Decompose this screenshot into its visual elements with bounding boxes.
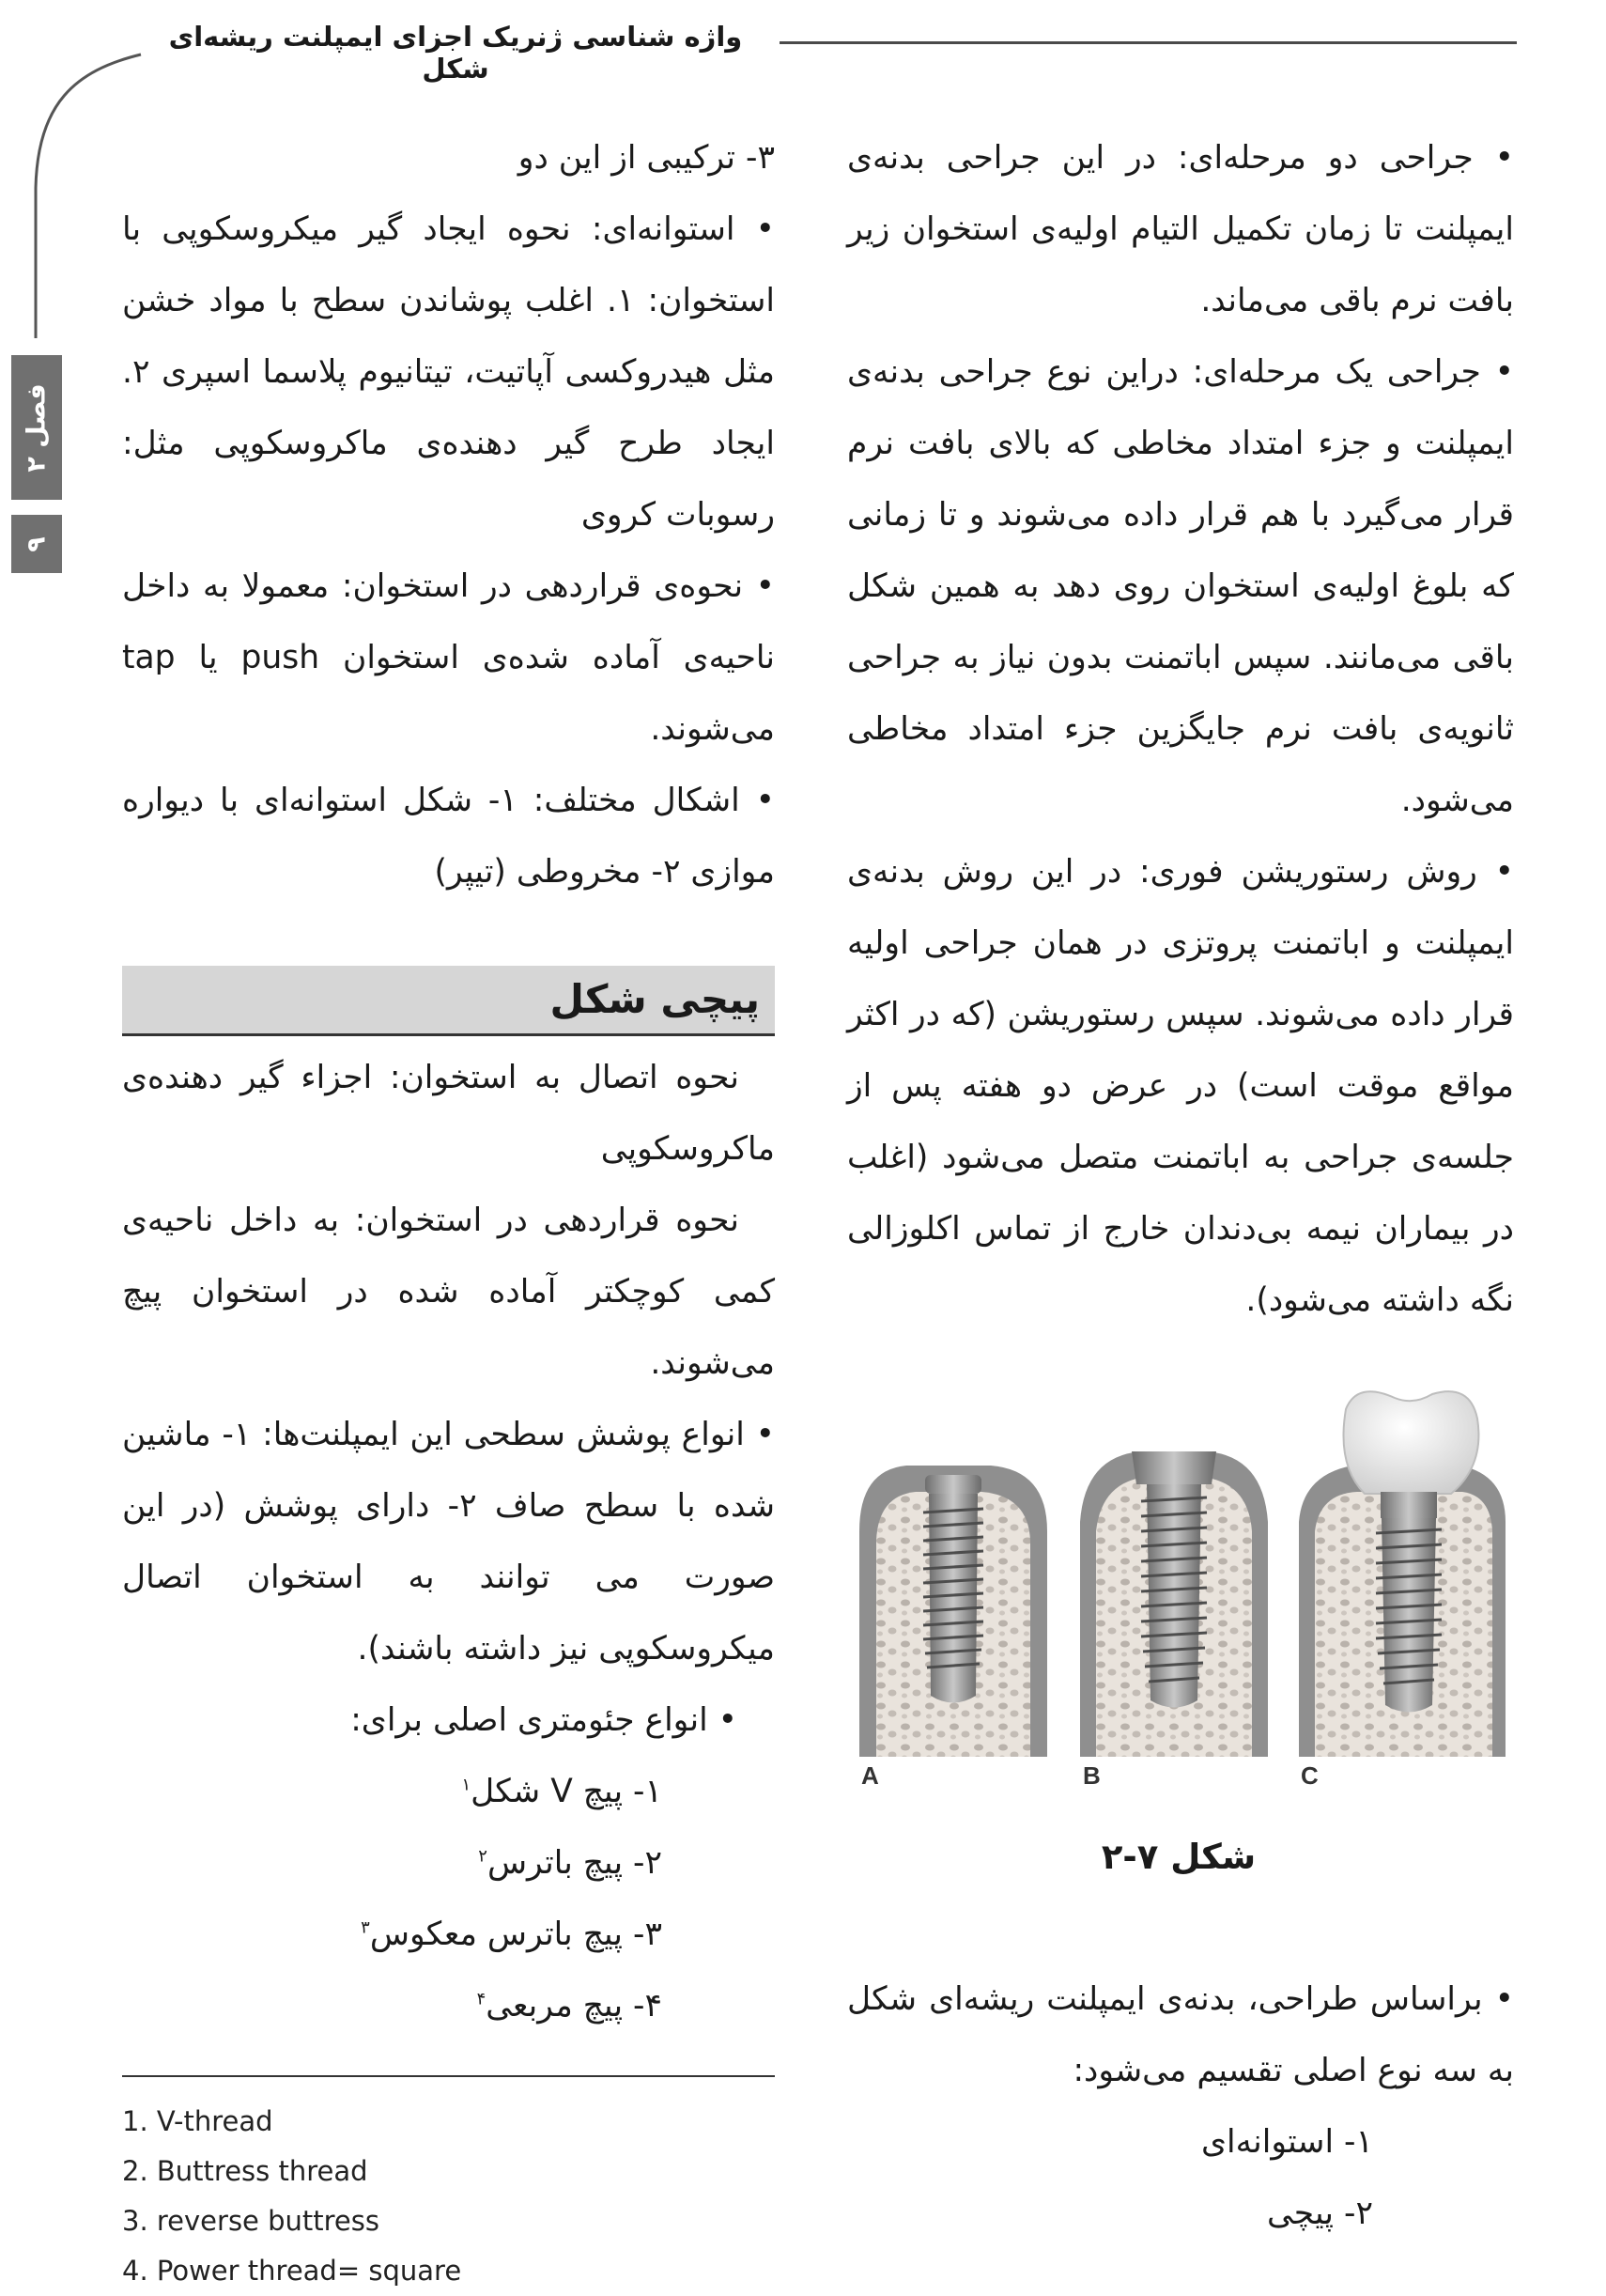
running-header-title: واژه شناسی ژنریک اجزای ایمپلنت ریشه‌ای شکل xyxy=(168,21,743,85)
footnotes xyxy=(122,2097,780,2296)
footnote-4: 4. Power thread= square xyxy=(122,2255,462,2287)
paragraph-bone-attachment: نحوه اتصال به استخوان: اجزاء گیر دهنده‌ی ماکروسکوپی xyxy=(122,1059,775,1168)
or-word: یا xyxy=(198,639,218,676)
footnote-1: 1. V-thread xyxy=(122,2105,273,2137)
panel-label-c: C xyxy=(1301,1761,1319,1790)
page-number: ۹ xyxy=(22,535,52,552)
thread-type-buttress xyxy=(122,1827,775,1899)
paragraph-screw-placement: نحوه قراردهی در استخوان: به داخل ناحیه‌ی کمی کوچکتر آماده شده در استخوان پیچ می‌شوند. xyxy=(122,1202,775,1382)
footnote-ref-1[interactable]: ۱ xyxy=(461,1775,471,1795)
thread-v-letter: V xyxy=(550,1773,573,1810)
combination-item: ۳- ترکیبی از این دو xyxy=(517,139,775,177)
implant-types-intro: • براساس طراحی، بدنه‌ی ایمپلنت ریشه‌ای شکل به سه نوع اصلی تقسیم می‌شود: xyxy=(847,1963,1514,2106)
chapter-tab xyxy=(11,355,62,500)
paragraph-cylindrical: • استوانه‌ای: نحوه ایجاد گیر میکروسکوپی با استخوان: ۱. اغلب پوشاندن سطح با مواد خشن مثل هیدروکسی آپاتیت، تیتانیوم پلاسما اسپری ۲. ایجاد طرح گیر دهنده‌ی ماکروسکوپی مثل: رسوبات کروی xyxy=(122,194,775,551)
implant-figure xyxy=(850,1390,1507,1790)
thread-square-text: ۴- پیچ مربعی xyxy=(486,1987,662,2025)
thread-type-v xyxy=(122,1756,775,1827)
thread-type-square xyxy=(122,1970,775,2041)
footnote-2: 2. Buttress thread xyxy=(122,2155,368,2187)
chapter-label: فصل ۲ xyxy=(22,382,52,473)
implant-type-cylinder: ۱- استوانه‌ای xyxy=(1201,2123,1373,2161)
placement-text-end: می‌شوند. xyxy=(650,710,775,748)
panel-c-implant xyxy=(1299,1391,1506,1757)
footnote-ref-4[interactable]: ۴ xyxy=(476,1989,486,2009)
paragraph-surface-coating: • انواع پوشش سطحی این ایمپلنت‌ها: ۱- ماشین شده با سطح صاف ۲- دارای پوشش (در این صورت می توانند به استخوان اتصال میکروسکوپی نیز داشته باشند). xyxy=(122,1399,775,1684)
thread-type-reverse-buttress xyxy=(122,1899,775,1970)
thread-reverse-text: ۳- پیچ باترس معکوس xyxy=(369,1916,662,1953)
implant-illustration xyxy=(850,1390,1507,1785)
paragraph-two-stage-surgery: • جراحی دو مرحله‌ای: در این جراحی بدنه‌ی ایمپلنت تا زمان تکمیل التیام اولیه‌ی استخوان زیر بافت نرم باقی می‌ماند. xyxy=(847,122,1514,336)
paragraph-one-stage-surgery: • جراحی یک مرحله‌ای: دراین نوع جراحی بدنه‌ی ایمپلنت و جزء امتداد مخاطی که بالای بافت نرم قرار می‌گیرد با هم قرار داده می‌شوند و تا زمانی که بلوغ اولیه‌ی استخوان روی دهد به همین شکل باقی می‌مانند. سپس اباتمنت بدون نیاز به جراحی ثانویه‌ی بافت نرم جایگزین جزء امتداد مخاطی می‌شود. xyxy=(847,336,1514,836)
panel-label-a: A xyxy=(861,1761,879,1790)
footnote-3: 3. reverse buttress xyxy=(122,2205,379,2237)
push-term: push xyxy=(240,639,320,676)
section-heading-screw: پیچی شکل xyxy=(122,966,775,1036)
paragraph-placement-cylindrical xyxy=(122,551,775,765)
header-rule xyxy=(780,41,1517,44)
figure-caption: شکل ۷-۲ xyxy=(1101,1837,1257,1877)
thread-buttress-text: ۲- پیچ باترس xyxy=(486,1844,662,1882)
panel-a-implant xyxy=(859,1466,1047,1757)
placement-text: نحوه‌ی قراردهی در استخوان: معمولا به داخل ناحیه‌ی آماده شده‌ی استخوان xyxy=(122,567,776,676)
panel-label-b: B xyxy=(1083,1761,1101,1790)
panel-b-implant xyxy=(1080,1451,1268,1757)
paragraph-geometry: • انواع جئومتری اصلی برای: xyxy=(122,1684,775,1756)
footnote-ref-3[interactable]: ۳ xyxy=(361,1917,370,1938)
implant-type-screw: ۲- پیچی xyxy=(1267,2195,1373,2232)
implant-types-block xyxy=(847,1963,1514,2249)
paragraph-shapes: • اشکال مختلف: ۱- شکل استوانه‌ای با دیواره موازی ۲- مخروطی (تیپر) xyxy=(122,765,775,908)
thread-v-suffix: شکل xyxy=(471,1773,541,1810)
paragraph-immediate-restoration: • روش رستوریشن فوری: در این روش بدنه‌ی ایمپلنت و اباتمنت پروتزی در همان جراحی اولیه قرار داده می‌شوند. سپس رستوریشن (که در اکثر مواقع موقت است) در عرض دو هفته پس از جلسه‌ی جراحی به اباتمنت متصل می‌شود (اغلب در بیماران نیمه بی‌دندان خارج از تماس اکلوزالی نگه داشته می‌شود). xyxy=(847,836,1514,1336)
footnote-ref-2[interactable]: ۲ xyxy=(478,1846,487,1867)
right-column xyxy=(847,122,1514,1336)
tap-term: tap xyxy=(122,639,176,676)
thread-v-prefix: ۱- پیچ xyxy=(582,1773,662,1810)
page-number-tab xyxy=(11,515,62,573)
footnote-rule xyxy=(122,2075,775,2077)
left-column xyxy=(122,122,775,2041)
